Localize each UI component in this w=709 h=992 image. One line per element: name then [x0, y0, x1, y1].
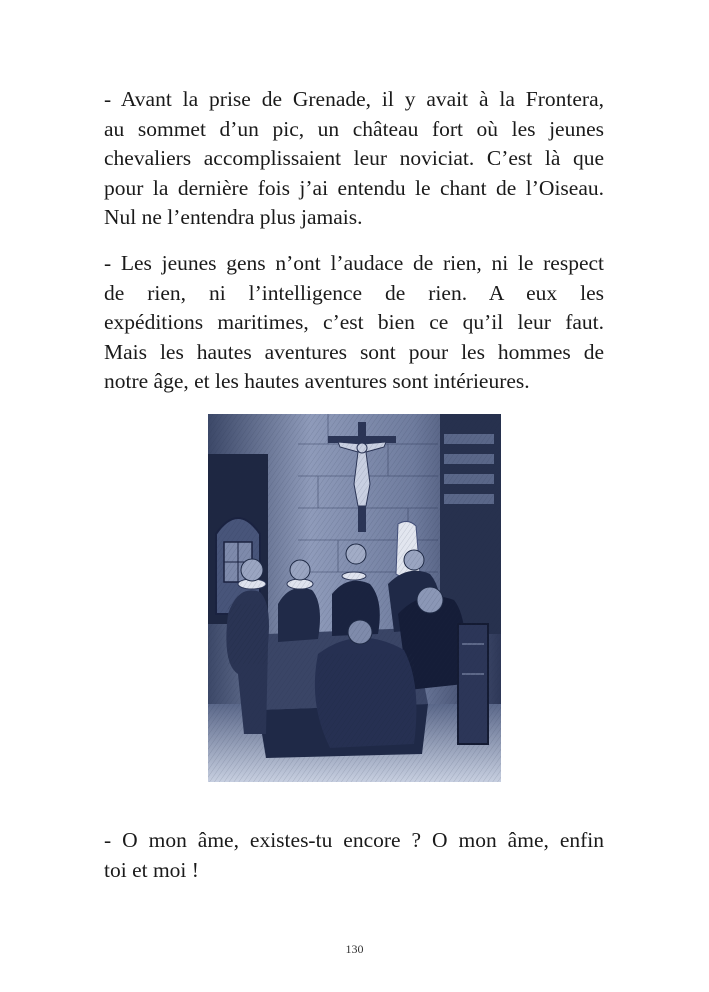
page-number: 130: [345, 942, 364, 956]
engraving-drawing: [208, 414, 501, 782]
paragraph-3: [104, 826, 604, 885]
paragraph-2-line-4: Mais les hautes aventures sont pour les hommes de: [104, 339, 604, 364]
paragraph-1-line-5: Nul ne l’entendra plus jamais.: [104, 205, 363, 229]
paragraph-1-line-3: chevaliers accomplissaient leur noviciat. C’est là que: [104, 146, 604, 170]
paragraph-2-line-5: notre âge, et les hautes aventures sont intérieures.: [104, 369, 530, 393]
engraving-illustration: [208, 414, 501, 782]
paragraph-1-line-2: au sommet d’un pic, un château fort où les jeunes: [104, 116, 604, 141]
paragraph-3-line-1: - O mon âme, existes-tu encore ? O mon âme, enfin: [104, 828, 604, 852]
paragraph-3-line-2: toi et moi !: [104, 857, 199, 882]
paragraph-1-line-4: pour la dernière fois j’ai entendu le chant de l’Oiseau.: [104, 175, 604, 200]
paragraph-1: [104, 85, 604, 233]
paragraph-2: [104, 249, 604, 397]
paragraph-2-line-1: - Les jeunes gens n’ont l’audace de rien, ni le respect: [104, 251, 604, 275]
paragraph-2-line-2: de rien, ni l’intelligence de rien. A eux les: [104, 280, 604, 305]
paragraph-2-line-3: expéditions maritimes, c’est bien ce qu’il leur faut.: [104, 310, 604, 334]
paragraph-1-line-1: - Avant la prise de Grenade, il y avait à la Frontera,: [104, 87, 604, 111]
